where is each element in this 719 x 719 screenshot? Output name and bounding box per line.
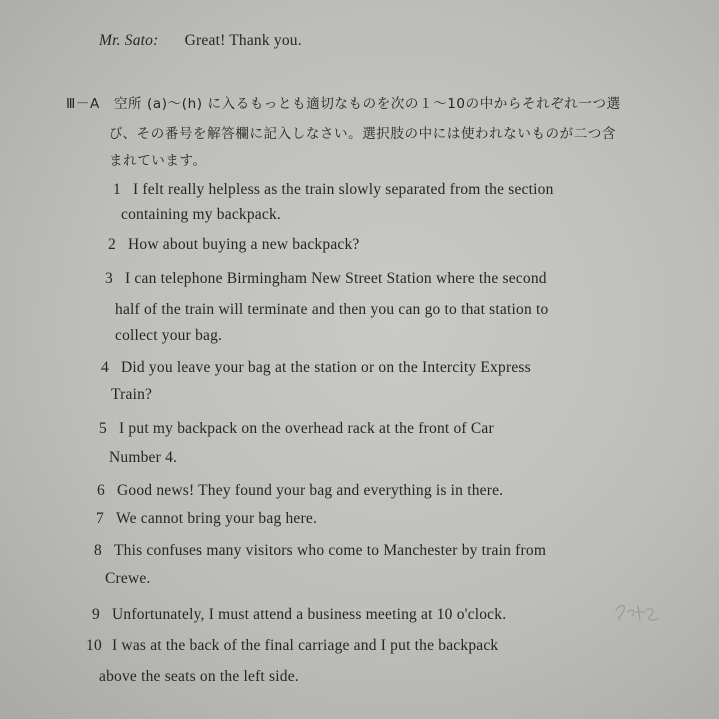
option-5 xyxy=(99,420,494,438)
instruction-line-3: まれています。 xyxy=(109,153,207,169)
instruction-line-2: び、その番号を解答欄に記入しなさい。選択肢の中には使われないものが二つ含 xyxy=(109,126,617,142)
option-number: 9 xyxy=(92,606,100,623)
option-number: 2 xyxy=(108,236,116,253)
dialogue-line xyxy=(99,32,302,50)
option-7 xyxy=(96,510,317,528)
instruction-line-1: Ⅲ－A 空所 (a)〜(h) に入るもっとも適切なものを次の１〜10の中からそれぞれ一つ選 xyxy=(66,96,621,112)
option-2 xyxy=(108,236,360,254)
option-1-cont: containing my backpack. xyxy=(121,206,281,223)
option-text: How about buying a new backpack? xyxy=(128,236,360,253)
option-4 xyxy=(101,359,531,377)
option-number: 1 xyxy=(113,181,121,198)
speaker-name: Mr. Sato: xyxy=(99,32,159,49)
option-number: 8 xyxy=(94,542,102,559)
option-text: I was at the back of the final carriage and I put the backpack xyxy=(112,637,499,654)
option-3 xyxy=(105,270,547,288)
option-number: 7 xyxy=(96,510,104,527)
option-5-cont: Number 4. xyxy=(109,449,178,466)
option-number: 5 xyxy=(99,420,107,437)
option-text: I felt really helpless as the train slowly separated from the section xyxy=(133,181,554,198)
option-text: Did you leave your bag at the station or on the Intercity Express xyxy=(121,359,531,376)
option-text: We cannot bring your bag here. xyxy=(116,510,318,527)
option-text: Good news! They found your bag and everything is in there. xyxy=(117,482,504,499)
option-text: Unfortunately, I must attend a business meeting at 10 o'clock. xyxy=(112,606,507,623)
option-3-cont-2: collect your bag. xyxy=(115,327,223,344)
option-10-cont: above the seats on the left side. xyxy=(99,668,299,685)
option-1 xyxy=(113,181,655,199)
option-8 xyxy=(94,542,546,560)
option-6 xyxy=(97,482,503,500)
pencil-scribble xyxy=(612,600,666,626)
option-number: 10 xyxy=(86,637,102,654)
option-text: I put my backpack on the overhead rack at the front of Car xyxy=(119,420,494,437)
option-8-cont: Crewe. xyxy=(105,570,151,587)
option-3-cont: half of the train will terminate and then you can go to that station to xyxy=(115,301,549,318)
option-text: This confuses many visitors who come to Manchester by train from xyxy=(114,542,547,559)
dialogue-text: Great! Thank you. xyxy=(184,32,302,49)
option-number: 6 xyxy=(97,482,105,499)
option-10 xyxy=(86,637,498,655)
option-4-cont: Train? xyxy=(111,386,153,403)
option-text: I can telephone Birmingham New Street Station where the second xyxy=(125,270,547,287)
option-9 xyxy=(92,606,506,624)
option-number: 4 xyxy=(101,359,109,376)
option-number: 3 xyxy=(105,270,113,287)
